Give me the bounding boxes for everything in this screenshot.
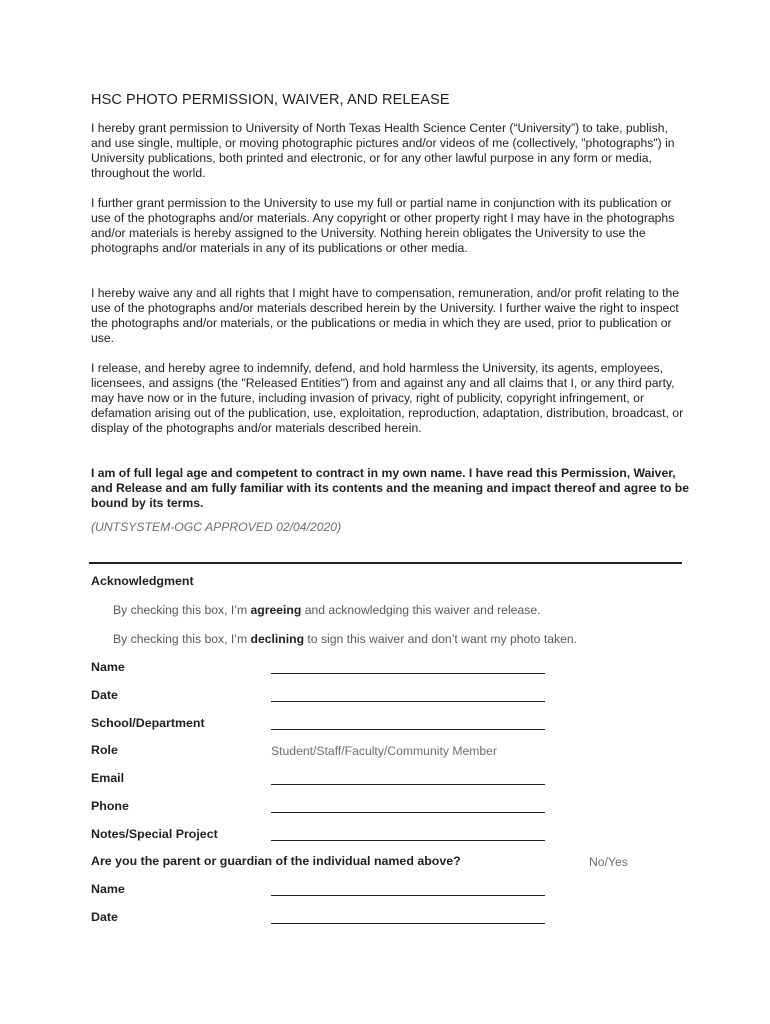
page-title: HSC PHOTO PERMISSION, WAIVER, AND RELEASE	[91, 92, 450, 108]
waiver-paragraph: I hereby waive any and all rights that I might have to compensation, remuneration, and/or profit relating to the use of the photographs and/or materials described herein by the University. I further waive the right to inspect the photographs and/or materials, or the publications or media in which they are used, prior to publication or use.	[91, 286, 680, 345]
phone-label: Phone	[91, 799, 129, 813]
guardian-date-field[interactable]	[271, 923, 545, 924]
decline-option-emphasis: declining	[250, 632, 305, 646]
date-label: Date	[91, 688, 118, 702]
name-use-paragraph: I further grant permission to the University to use my full or partial name in conjunction with its publication or use of the photographs and/or materials. Any copyright or other property right I may have in the photographs and/or materials is hereby assigned to the University. Nothing herein obligates the University to use the photographs and/or materials in any of its publications or other media.	[91, 196, 675, 255]
name-field[interactable]	[271, 673, 545, 674]
decline-option-suffix: to sign this waiver and don’t want my photo taken.	[304, 632, 578, 646]
agree-option-emphasis: agreeing	[250, 603, 302, 617]
agree-option-suffix: and acknowledging this waiver and release.	[301, 603, 541, 617]
email-label: Email	[91, 771, 125, 785]
notes-field[interactable]	[271, 840, 545, 841]
decline-option-prefix: By checking this box, I’m	[113, 632, 251, 646]
date-field[interactable]	[271, 701, 545, 702]
decline-checkbox-option[interactable]	[113, 632, 577, 646]
approval-note: (UNTSYSTEM-OGC APPROVED 02/04/2020)	[91, 520, 342, 534]
consent-statement: I am of full legal age and competent to contract in my own name. I have read this Permission, Waiver, and Release and am fully familiar with its contents and the meaning and impact thereof and agree to be bound by its terms.	[91, 466, 689, 510]
guardian-date-label: Date	[91, 910, 118, 924]
email-field[interactable]	[271, 784, 545, 785]
section-divider	[89, 562, 682, 564]
school-department-field[interactable]	[271, 729, 545, 730]
grant-paragraph: I hereby grant permission to University of North Texas Health Science Center (“University”) to take, publish, and use single, multiple, or moving photographic pictures and/or videos of me (collectively, "photographs") in University publications, both printed and electronic, or for any other lawful purpose in any form or media, throughout the world.	[91, 121, 675, 180]
agree-checkbox-option[interactable]	[113, 603, 540, 617]
guardian-answer-options[interactable]: No/Yes	[589, 855, 628, 869]
guardian-question: Are you the parent or guardian of the individual named above?	[91, 854, 461, 868]
agree-option-prefix: By checking this box, I’m	[113, 603, 251, 617]
name-label: Name	[91, 660, 125, 674]
role-options[interactable]: Student/Staff/Faculty/Community Member	[271, 744, 498, 758]
notes-label: Notes/Special Project	[91, 827, 218, 841]
phone-field[interactable]	[271, 812, 545, 813]
school-department-label: School/Department	[91, 716, 205, 730]
guardian-name-field[interactable]	[271, 895, 545, 896]
guardian-name-label: Name	[91, 882, 125, 896]
acknowledgment-heading: Acknowledgment	[91, 574, 194, 588]
role-label: Role	[91, 743, 118, 757]
release-paragraph: I release, and hereby agree to indemnify, defend, and hold harmless the University, its agents, employees, licensees, and assigns (the "Released Entities") from and against any and all claims that I, or any third party, may have now or in the future, including invasion of privacy, right of publicity, copyright infringement, or defamation arising out of the publication, use, exploitation, reproduction, adaptation, distribution, broadcast, or display of the photographs and/or materials described herein.	[91, 361, 684, 435]
